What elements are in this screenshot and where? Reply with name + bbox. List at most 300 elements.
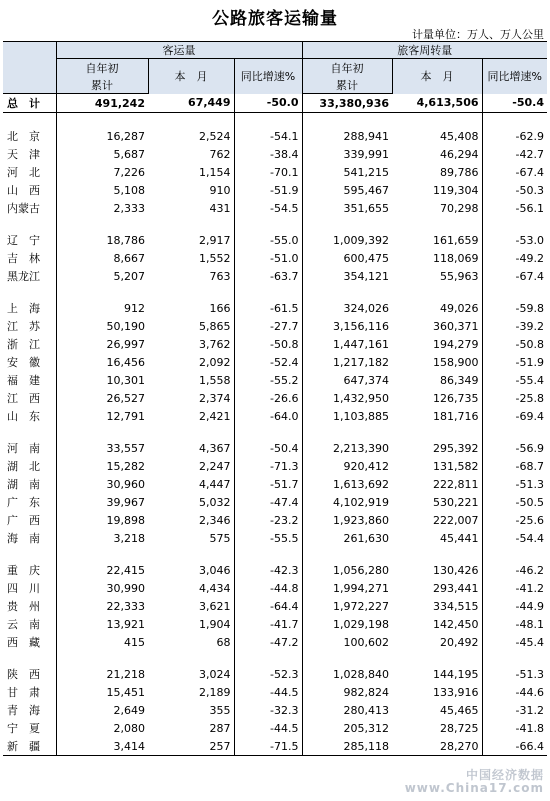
volume-yoy-cell: -44.5	[234, 719, 302, 737]
turnover-yoy-cell: -50.5	[482, 493, 547, 511]
spacer-cell	[392, 651, 482, 665]
spacer-cell	[148, 547, 234, 561]
turnover-ytd-cell: 1,028,840	[302, 665, 392, 683]
spacer-cell	[482, 651, 547, 665]
spacer-cell	[482, 217, 547, 231]
header-turnover-ytd-line2: 累计	[302, 76, 392, 94]
spacer-cell	[392, 547, 482, 561]
volume-month-cell: 3,024	[199, 667, 231, 681]
turnover-yoy-cell: -51.3	[482, 665, 547, 683]
volume-month-cell: 3,621	[199, 599, 231, 613]
group-spacer-row	[3, 285, 547, 299]
turnover-month-cell: 46,294	[440, 147, 479, 161]
volume-ytd-cell: 26,527	[56, 389, 148, 407]
row-label: 总 计	[3, 94, 56, 113]
turnover-yoy-cell: -41.8	[482, 719, 547, 737]
turnover-yoy-cell: -42.7	[482, 145, 547, 163]
row-label: 吉林	[7, 252, 51, 265]
table-row	[3, 267, 547, 285]
turnover-month-cell: 181,716	[433, 409, 479, 423]
volume-month-cell: 2,374	[199, 391, 231, 405]
volume-yoy-cell: -23.2	[234, 511, 302, 529]
volume-yoy-cell: -50.0	[234, 94, 302, 113]
volume-yoy-cell: -47.2	[234, 633, 302, 651]
table-row	[3, 457, 547, 475]
volume-month-cell: 1,552	[199, 251, 231, 265]
table-row	[3, 615, 547, 633]
volume-ytd-cell: 30,960	[56, 475, 148, 493]
row-label: 湖南	[7, 478, 51, 491]
turnover-ytd-cell: 982,824	[302, 683, 392, 701]
volume-ytd-cell: 491,242	[56, 94, 148, 113]
turnover-yoy-cell: -56.9	[482, 439, 547, 457]
volume-ytd-cell: 415	[56, 633, 148, 651]
spacer-cell	[302, 113, 392, 128]
turnover-ytd-cell: 2,213,390	[302, 439, 392, 457]
volume-ytd-cell: 30,990	[56, 579, 148, 597]
row-label: 内蒙古	[7, 202, 40, 215]
volume-yoy-cell: -55.0	[234, 231, 302, 249]
spacer-cell	[148, 217, 234, 231]
table-row	[3, 475, 547, 493]
table-row	[3, 249, 547, 267]
turnover-month-cell: 133,916	[433, 685, 479, 699]
row-label: 山西	[7, 184, 51, 197]
group-spacer-row	[3, 113, 547, 128]
volume-yoy-cell: -64.0	[234, 407, 302, 425]
header-turnover-month: 本 月	[392, 59, 482, 94]
turnover-yoy-cell: -50.8	[482, 335, 547, 353]
unit-note: 计量单位：万人、万人公里	[412, 28, 544, 41]
turnover-yoy-cell: -54.4	[482, 529, 547, 547]
spacer-cell	[392, 113, 482, 128]
volume-yoy-cell: -44.5	[234, 683, 302, 701]
turnover-ytd-cell: 4,102,919	[302, 493, 392, 511]
table-body	[3, 94, 547, 756]
turnover-ytd-cell: 1,217,182	[302, 353, 392, 371]
row-label: 海南	[7, 532, 51, 545]
turnover-month-cell: 334,515	[433, 599, 479, 613]
table-row	[3, 317, 547, 335]
turnover-yoy-cell: -49.2	[482, 249, 547, 267]
volume-ytd-cell: 39,967	[56, 493, 148, 511]
row-label: 福建	[7, 374, 51, 387]
turnover-ytd-cell: 205,312	[302, 719, 392, 737]
volume-yoy-cell: -63.7	[234, 267, 302, 285]
spacer-cell	[234, 547, 302, 561]
volume-ytd-cell: 3,218	[56, 529, 148, 547]
volume-month-cell: 762	[209, 147, 231, 161]
table-row	[3, 163, 547, 181]
spacer-cell	[56, 217, 148, 231]
turnover-ytd-cell: 1,972,227	[302, 597, 392, 615]
turnover-yoy-cell: -44.6	[482, 683, 547, 701]
table-row	[3, 127, 547, 145]
spacer-cell	[482, 285, 547, 299]
spacer-cell	[3, 113, 56, 128]
turnover-month-cell: 130,426	[433, 563, 479, 577]
turnover-yoy-cell: -48.1	[482, 615, 547, 633]
volume-ytd-cell: 18,786	[56, 231, 148, 249]
turnover-yoy-cell: -51.9	[482, 353, 547, 371]
volume-yoy-cell: -54.5	[234, 199, 302, 217]
turnover-ytd-cell: 1,029,198	[302, 615, 392, 633]
turnover-ytd-cell: 1,613,692	[302, 475, 392, 493]
header-passenger-volume: 客运量	[56, 42, 302, 59]
turnover-ytd-cell: 541,215	[302, 163, 392, 181]
volume-ytd-cell: 10,301	[56, 371, 148, 389]
volume-month-cell: 1,558	[199, 373, 231, 387]
turnover-month-cell: 360,371	[433, 319, 479, 333]
spacer-cell	[482, 547, 547, 561]
volume-month-cell: 3,046	[199, 563, 231, 577]
turnover-yoy-cell: -31.2	[482, 701, 547, 719]
row-label: 北京	[7, 130, 51, 143]
volume-ytd-cell: 13,921	[56, 615, 148, 633]
volume-yoy-cell: -61.5	[234, 299, 302, 317]
volume-month-cell: 5,032	[199, 495, 231, 509]
turnover-yoy-cell: -53.0	[482, 231, 547, 249]
volume-ytd-cell: 22,333	[56, 597, 148, 615]
turnover-month-cell: 118,069	[433, 251, 479, 265]
spacer-cell	[234, 113, 302, 128]
turnover-yoy-cell: -68.7	[482, 457, 547, 475]
table-row	[3, 665, 547, 683]
turnover-ytd-cell: 920,412	[302, 457, 392, 475]
table-row	[3, 231, 547, 249]
volume-month-cell: 355	[209, 703, 231, 717]
turnover-yoy-cell: -51.3	[482, 475, 547, 493]
volume-yoy-cell: -50.4	[234, 439, 302, 457]
row-label: 黑龙江	[7, 270, 40, 283]
spacer-cell	[56, 651, 148, 665]
volume-yoy-cell: -70.1	[234, 163, 302, 181]
turnover-yoy-cell: -44.9	[482, 597, 547, 615]
row-label: 江西	[7, 392, 51, 405]
turnover-ytd-cell: 1,923,860	[302, 511, 392, 529]
turnover-ytd-cell: 354,121	[302, 267, 392, 285]
volume-ytd-cell: 5,108	[56, 181, 148, 199]
volume-month-cell: 257	[148, 737, 234, 756]
turnover-month-cell: 86,349	[440, 373, 479, 387]
volume-yoy-cell: -51.7	[234, 475, 302, 493]
turnover-month-cell: 530,221	[433, 495, 479, 509]
table-row	[3, 737, 547, 756]
row-label: 浙江	[7, 338, 51, 351]
row-label: 云南	[7, 618, 51, 631]
volume-ytd-cell: 3,414	[56, 737, 148, 756]
spacer-cell	[302, 547, 392, 561]
turnover-ytd-cell: 600,475	[302, 249, 392, 267]
volume-ytd-cell: 22,415	[56, 561, 148, 579]
turnover-month-cell: 28,725	[440, 721, 479, 735]
volume-ytd-cell: 5,687	[56, 145, 148, 163]
turnover-month-cell: 144,195	[433, 667, 479, 681]
turnover-month-cell: 222,811	[433, 477, 479, 491]
table-row	[3, 181, 547, 199]
table-row	[3, 439, 547, 457]
spacer-cell	[148, 651, 234, 665]
turnover-yoy-cell: -69.4	[482, 407, 547, 425]
spacer-cell	[56, 547, 148, 561]
turnover-month-cell: 45,408	[440, 129, 479, 143]
spacer-cell	[56, 425, 148, 439]
table-row	[3, 199, 547, 217]
volume-ytd-cell: 912	[56, 299, 148, 317]
volume-month-cell: 2,917	[199, 233, 231, 247]
spacer-cell	[392, 285, 482, 299]
row-label: 广东	[7, 496, 51, 509]
volume-month-cell: 166	[209, 301, 231, 315]
turnover-month-cell: 194,279	[433, 337, 479, 351]
table-row	[3, 389, 547, 407]
row-label: 贵州	[7, 600, 51, 613]
table-row	[3, 145, 547, 163]
volume-yoy-cell: -55.2	[234, 371, 302, 389]
turnover-yoy-cell: -45.4	[482, 633, 547, 651]
volume-ytd-cell: 2,333	[56, 199, 148, 217]
volume-yoy-cell: -26.6	[234, 389, 302, 407]
table-row	[3, 561, 547, 579]
spacer-cell	[302, 651, 392, 665]
volume-yoy-cell: -55.5	[234, 529, 302, 547]
spacer-cell	[148, 285, 234, 299]
turnover-month-cell: 70,298	[440, 201, 479, 215]
volume-month-cell: 2,247	[199, 459, 231, 473]
turnover-month-cell: 4,613,506	[392, 94, 482, 113]
volume-month-cell: 287	[209, 721, 231, 735]
turnover-ytd-cell: 595,467	[302, 181, 392, 199]
turnover-month-cell: 119,304	[433, 183, 479, 197]
header-passenger-turnover: 旅客周转量	[302, 42, 547, 59]
volume-yoy-cell: -42.3	[234, 561, 302, 579]
row-label: 上海	[7, 302, 51, 315]
header-turnover-ytd-line1: 自年初	[302, 59, 392, 77]
volume-ytd-cell: 2,080	[56, 719, 148, 737]
turnover-month-cell: 126,735	[433, 391, 479, 405]
table-row	[3, 299, 547, 317]
volume-yoy-cell: -38.4	[234, 145, 302, 163]
volume-yoy-cell: -51.0	[234, 249, 302, 267]
volume-yoy-cell: -51.9	[234, 181, 302, 199]
row-label: 西藏	[7, 636, 51, 649]
turnover-yoy-cell: -50.4	[482, 94, 547, 113]
spacer-cell	[56, 113, 148, 128]
turnover-month-cell: 20,492	[440, 635, 479, 649]
group-spacer-row	[3, 425, 547, 439]
group-spacer-row	[3, 651, 547, 665]
volume-month-cell: 1,904	[199, 617, 231, 631]
watermark-logo	[405, 769, 544, 795]
turnover-yoy-cell: -55.4	[482, 371, 547, 389]
header-volume-month: 本 月	[148, 59, 234, 94]
group-spacer-row	[3, 547, 547, 561]
row-label: 青海	[7, 704, 51, 717]
volume-yoy-cell: -32.3	[234, 701, 302, 719]
turnover-yoy-cell: -67.4	[482, 267, 547, 285]
table-row	[3, 529, 547, 547]
turnover-month-cell: 222,007	[433, 513, 479, 527]
volume-ytd-cell: 21,218	[56, 665, 148, 683]
turnover-month-cell: 28,270	[392, 737, 482, 756]
table-row	[3, 407, 547, 425]
volume-month-cell: 67,449	[148, 94, 234, 113]
spacer-cell	[302, 425, 392, 439]
turnover-month-cell: 142,450	[433, 617, 479, 631]
turnover-yoy-cell: -59.8	[482, 299, 547, 317]
turnover-ytd-cell: 33,380,936	[302, 94, 392, 113]
volume-yoy-cell: -47.4	[234, 493, 302, 511]
volume-month-cell: 575	[209, 531, 231, 545]
volume-ytd-cell: 33,557	[56, 439, 148, 457]
page-title: 公路旅客运输量	[212, 9, 338, 29]
turnover-month-cell: 131,582	[433, 459, 479, 473]
volume-ytd-cell: 2,649	[56, 701, 148, 719]
row-label: 安徽	[7, 356, 51, 369]
turnover-ytd-cell: 339,991	[302, 145, 392, 163]
header-volume-yoy: 同比增速%	[234, 59, 302, 94]
row-label: 江苏	[7, 320, 51, 333]
turnover-yoy-cell: -50.3	[482, 181, 547, 199]
turnover-yoy-cell: -25.8	[482, 389, 547, 407]
row-label: 辽宁	[7, 234, 51, 247]
volume-yoy-cell: -27.7	[234, 317, 302, 335]
volume-ytd-cell: 16,287	[56, 127, 148, 145]
row-label: 广西	[7, 514, 51, 527]
volume-yoy-cell: -52.3	[234, 665, 302, 683]
row-label: 陕西	[7, 668, 51, 681]
turnover-ytd-cell: 285,118	[302, 737, 392, 756]
table-row	[3, 633, 547, 651]
row-label: 宁夏	[7, 722, 51, 735]
turnover-month-cell: 45,465	[440, 703, 479, 717]
header-volume-ytd-line2: 累计	[56, 76, 148, 94]
volume-ytd-cell: 5,207	[56, 267, 148, 285]
spacer-cell	[148, 113, 234, 128]
volume-yoy-cell: -54.1	[234, 127, 302, 145]
turnover-yoy-cell: -25.6	[482, 511, 547, 529]
volume-month-cell: 431	[209, 201, 231, 215]
table-row	[3, 579, 547, 597]
turnover-ytd-cell: 261,630	[302, 529, 392, 547]
turnover-month-cell: 158,900	[433, 355, 479, 369]
turnover-ytd-cell: 100,602	[302, 633, 392, 651]
volume-month-cell: 3,762	[199, 337, 231, 351]
table-row	[3, 353, 547, 371]
turnover-month-cell: 49,026	[440, 301, 479, 315]
spacer-cell	[392, 425, 482, 439]
turnover-month-cell: 89,786	[440, 165, 479, 179]
row-label: 山东	[7, 410, 51, 423]
turnover-ytd-cell: 324,026	[302, 299, 392, 317]
turnover-yoy-cell: -67.4	[482, 163, 547, 181]
spacer-cell	[234, 217, 302, 231]
volume-yoy-cell: -50.8	[234, 335, 302, 353]
volume-ytd-cell: 12,791	[56, 407, 148, 425]
turnover-ytd-cell: 3,156,116	[302, 317, 392, 335]
volume-yoy-cell: -71.5	[234, 737, 302, 756]
spacer-cell	[302, 217, 392, 231]
turnover-ytd-cell: 647,374	[302, 371, 392, 389]
volume-month-cell: 2,524	[199, 129, 231, 143]
volume-month-cell: 5,865	[199, 319, 231, 333]
table-row	[3, 335, 547, 353]
total-row	[3, 94, 547, 113]
spacer-cell	[3, 285, 56, 299]
volume-month-cell: 763	[209, 269, 231, 283]
volume-yoy-cell: -52.4	[234, 353, 302, 371]
row-label: 四川	[7, 582, 51, 595]
volume-ytd-cell: 15,451	[56, 683, 148, 701]
turnover-month-cell: 45,441	[440, 531, 479, 545]
turnover-ytd-cell: 1,432,950	[302, 389, 392, 407]
row-label: 重庆	[7, 564, 51, 577]
volume-ytd-cell: 16,456	[56, 353, 148, 371]
turnover-yoy-cell: -66.4	[482, 737, 547, 756]
volume-ytd-cell: 7,226	[56, 163, 148, 181]
volume-yoy-cell: -41.7	[234, 615, 302, 633]
volume-month-cell: 4,447	[199, 477, 231, 491]
volume-yoy-cell: -44.8	[234, 579, 302, 597]
volume-month-cell: 2,092	[199, 355, 231, 369]
turnover-month-cell: 293,441	[433, 581, 479, 595]
watermark-line1: 中国经济数据	[465, 768, 544, 782]
volume-ytd-cell: 50,190	[56, 317, 148, 335]
volume-ytd-cell: 15,282	[56, 457, 148, 475]
volume-ytd-cell: 8,667	[56, 249, 148, 267]
volume-month-cell: 4,367	[199, 441, 231, 455]
table-row	[3, 701, 547, 719]
spacer-cell	[3, 425, 56, 439]
volume-month-cell: 68	[216, 635, 231, 649]
turnover-yoy-cell: -56.1	[482, 199, 547, 217]
turnover-month-cell: 295,392	[433, 441, 479, 455]
turnover-month-cell: 55,963	[440, 269, 479, 283]
group-spacer-row	[3, 217, 547, 231]
header-turnover-yoy: 同比增速%	[482, 59, 547, 94]
spacer-cell	[234, 651, 302, 665]
watermark-line2: www.China17.com	[404, 781, 544, 795]
volume-ytd-cell: 26,997	[56, 335, 148, 353]
spacer-cell	[3, 217, 56, 231]
spacer-cell	[302, 285, 392, 299]
volume-month-cell: 2,189	[199, 685, 231, 699]
turnover-yoy-cell: -62.9	[482, 127, 547, 145]
turnover-ytd-cell: 288,941	[302, 127, 392, 145]
spacer-cell	[148, 425, 234, 439]
turnover-ytd-cell: 1,447,161	[302, 335, 392, 353]
turnover-ytd-cell: 280,413	[302, 701, 392, 719]
volume-ytd-cell: 19,898	[56, 511, 148, 529]
table-row	[3, 493, 547, 511]
turnover-ytd-cell: 1,056,280	[302, 561, 392, 579]
turnover-yoy-cell: -46.2	[482, 561, 547, 579]
turnover-ytd-cell: 1,994,271	[302, 579, 392, 597]
table-row	[3, 719, 547, 737]
spacer-cell	[234, 425, 302, 439]
passenger-transport-table	[3, 41, 547, 756]
turnover-yoy-cell: -41.2	[482, 579, 547, 597]
turnover-ytd-cell: 351,655	[302, 199, 392, 217]
spacer-cell	[482, 113, 547, 128]
volume-month-cell: 2,346	[199, 513, 231, 527]
spacer-cell	[3, 547, 56, 561]
row-label: 天津	[7, 148, 51, 161]
turnover-ytd-cell: 1,009,392	[302, 231, 392, 249]
volume-month-cell: 1,154	[199, 165, 231, 179]
spacer-cell	[234, 285, 302, 299]
volume-month-cell: 4,434	[199, 581, 231, 595]
